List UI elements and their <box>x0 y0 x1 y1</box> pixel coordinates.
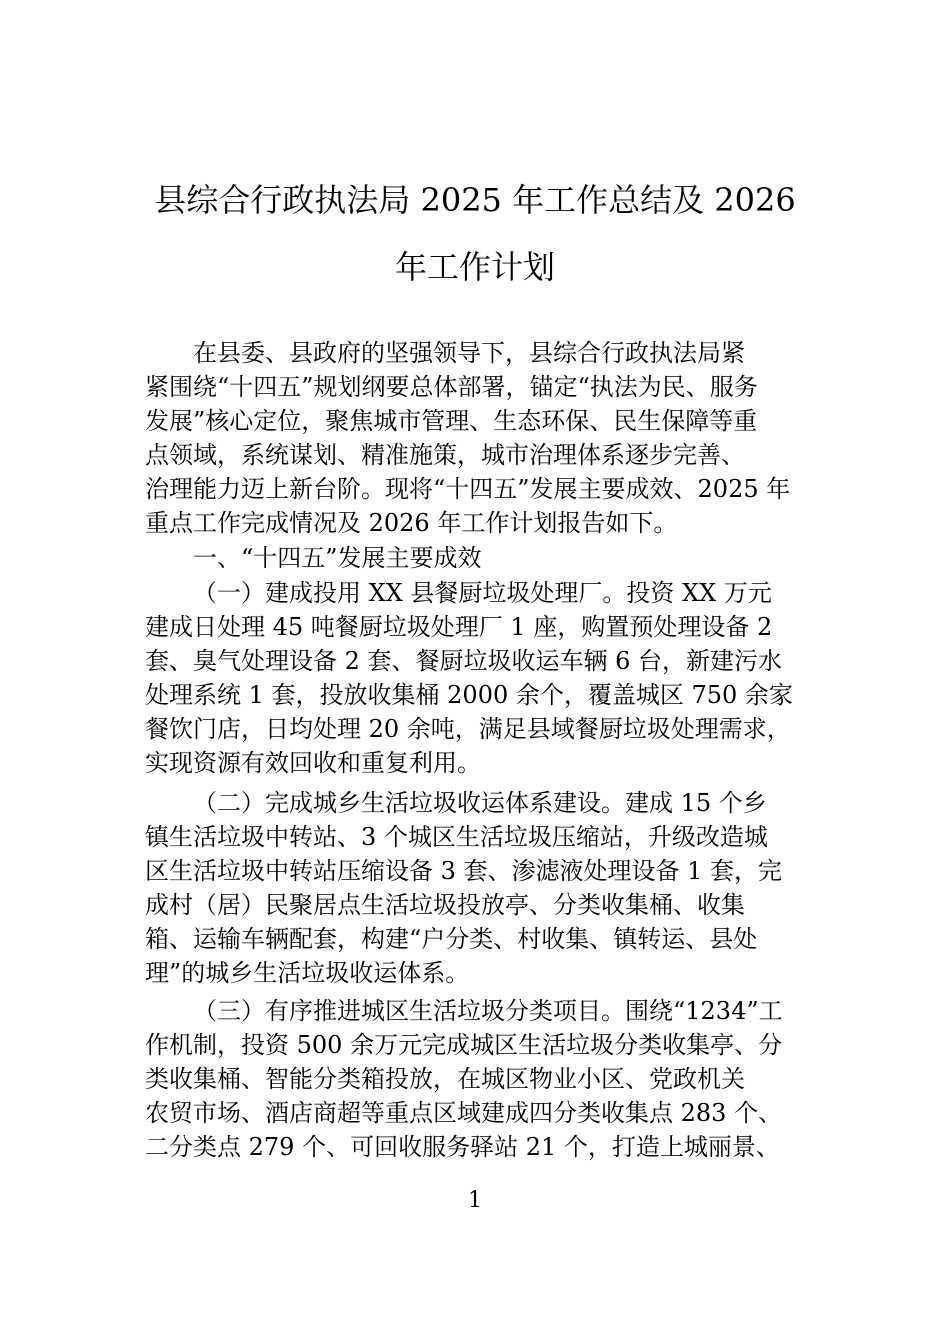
paragraph-intro-line: 点领域，系统谋划、精准施策，城市治理体系逐步完善、 <box>145 441 745 469</box>
item-3-line: 二分类点 279 个、可回收服务驿站 21 个，打造上城丽景、 <box>145 1133 780 1161</box>
item-2-line: （二）完成城乡生活垃圾收运体系建设。建成 15 个乡 <box>193 789 767 817</box>
item-2-line: 镇生活垃圾中转站、3 个城区生活垃圾压缩站，升级改造城 <box>145 823 768 851</box>
item-2-line: 区生活垃圾中转站压缩设备 3 套、渗滤液处理设备 1 套，完 <box>145 857 783 885</box>
document-title-line-2: 年工作计划 <box>394 248 555 286</box>
paragraph-intro-line: 重点工作完成情况及 2026 年工作计划报告如下。 <box>145 509 678 537</box>
item-1-line: 建成日处理 45 吨餐厨垃圾处理厂 1 座，购置预处理设备 2 <box>145 613 773 641</box>
paragraph-intro-line: 治理能力迈上新台阶。现将“十四五”发展主要成效、2025 年 <box>145 475 791 503</box>
item-1-line: 餐饮门店，日均处理 20 余吨，满足县域餐厨垃圾处理需求， <box>145 715 791 743</box>
item-2-line: 箱、运输车辆配套，构建“户分类、村收集、镇转运、县处 <box>145 925 758 953</box>
item-2-line: 成村（居）民聚居点生活垃圾投放亭、分类收集桶、收集 <box>145 891 745 919</box>
item-1-line: 实现资源有效回收和重复利用。 <box>145 749 481 777</box>
item-3-line: （三）有序推进城区生活垃圾分类项目。围绕“1234”工 <box>193 997 783 1025</box>
paragraph-intro-line: 在县委、县政府的坚强领导下，县综合行政执法局紧 <box>193 339 745 367</box>
item-1-line: 套、臭气处理设备 2 套、餐厨垃圾收运车辆 6 台，新建污水 <box>145 647 783 675</box>
item-1-line: （一）建成投用 XX 县餐厨垃圾处理厂。投资 XX 万元 <box>193 579 772 607</box>
paragraph-intro-line: 发展”核心定位，聚焦城市管理、生态环保、民生保障等重 <box>145 407 758 435</box>
item-1-line: 处理系统 1 套，投放收集桶 2000 余个，覆盖城区 750 余家 <box>145 681 793 709</box>
section-heading-1: 一、“十四五”发展主要成效 <box>193 544 482 572</box>
document-title-line-1: 县综合行政执法局 2025 年工作总结及 2026 <box>154 181 796 219</box>
paragraph-intro-line: 紧围绕“十四五”规划纲要总体部署，锚定“执法为民、服务 <box>145 373 758 401</box>
item-2-line: 理”的城乡生活垃圾收运体系。 <box>145 959 470 987</box>
page-number: 1 <box>468 1188 482 1213</box>
item-3-line: 作机制，投资 500 余万元完成城区生活垃圾分类收集亭、分 <box>145 1031 783 1059</box>
item-3-line: 农贸市场、酒店商超等重点区域建成四分类收集点 283 个、 <box>145 1099 783 1127</box>
item-3-line: 类收集桶、智能分类箱投放，在城区物业小区、党政机关 <box>145 1065 745 1093</box>
